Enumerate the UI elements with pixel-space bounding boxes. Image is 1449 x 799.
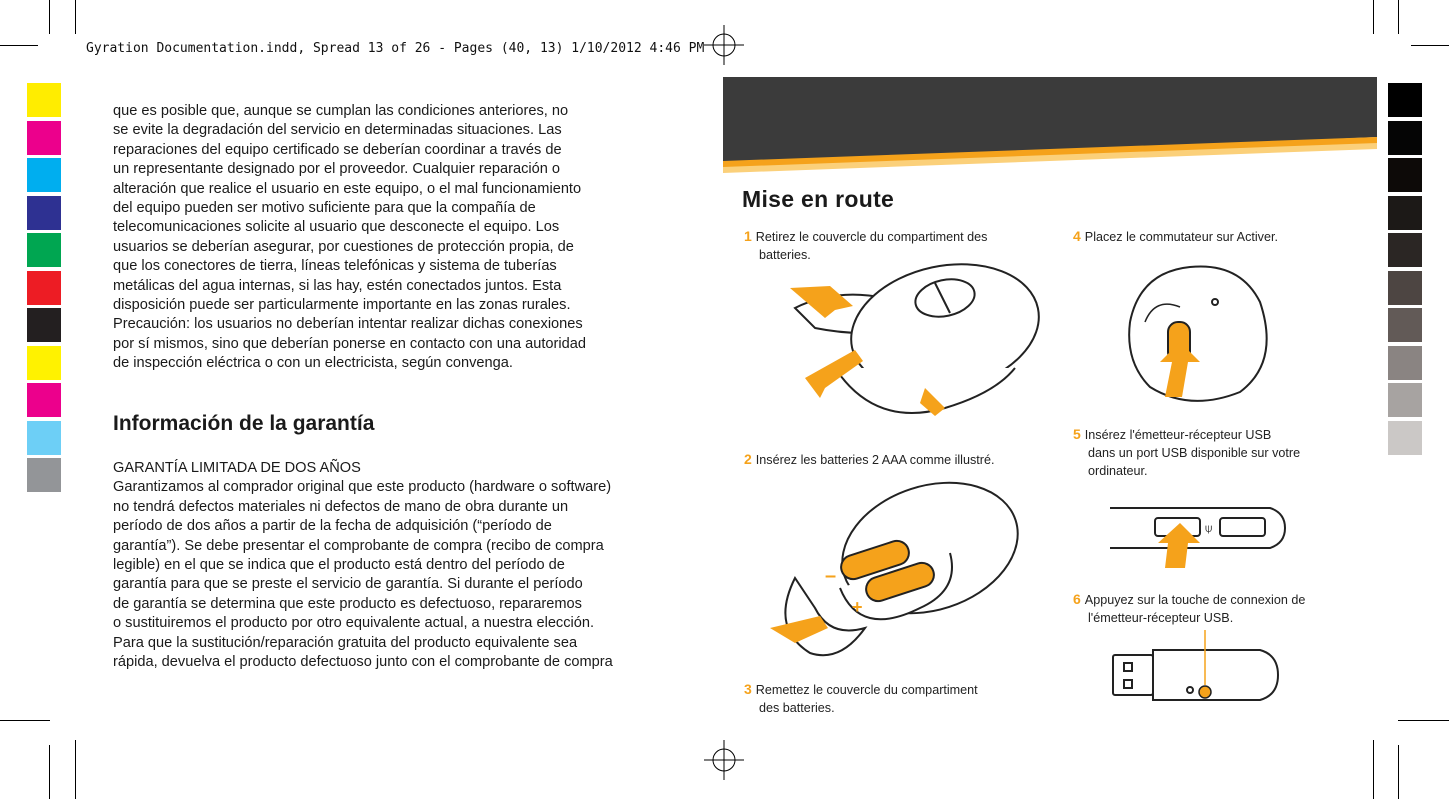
warranty-heading: Información de la garantía bbox=[113, 412, 375, 435]
warranty-text bbox=[113, 459, 703, 672]
warranty-line: garantía para que se preste el servicio de garantía. Si durante el período bbox=[113, 576, 583, 593]
paragraph-line: que es posible que, aunque se cumplan las condiciones anteriores, no bbox=[113, 103, 569, 119]
step-1: 1 Retirez le couvercle du compartiment des batteries. bbox=[744, 228, 988, 262]
step-4: 4 Placez le commutateur sur Activer. bbox=[1073, 228, 1278, 244]
gray-swatch bbox=[1388, 346, 1422, 380]
battery-minus-sign: – bbox=[825, 565, 837, 587]
warranty-line: no tendrá defectos materiales ni defectos de mano de obra durante un bbox=[113, 498, 569, 515]
paragraph-line: Precaución: los usuarios no deberían intentar realizar dichas conexiones bbox=[113, 316, 583, 333]
section-title: Mise en route bbox=[742, 186, 895, 212]
paragraph-line: reparaciones del equipo certificado se deberían coordinar a través de bbox=[113, 141, 562, 158]
usb-receiver-illustration bbox=[1110, 630, 1285, 705]
step-3: 3 Remettez le couvercle du compartiment des batteries. bbox=[744, 681, 978, 715]
color-swatch bbox=[27, 346, 61, 380]
color-swatch bbox=[27, 271, 61, 305]
warranty-line: período de dos años a partir de la fecha de adquisición (“período de bbox=[113, 518, 552, 535]
paragraph-line: del equipo pueden ser motivo suficiente para que la compañía de bbox=[113, 200, 536, 217]
power-switch-illustration bbox=[1120, 262, 1295, 402]
gray-swatch bbox=[1388, 158, 1422, 192]
paragraph-line: metálicas del agua internas, si las hay, estén conectados juntos. Esta bbox=[113, 277, 562, 294]
paragraph-line: se evite la degradación del servicio en determinadas situaciones. Las bbox=[113, 122, 562, 139]
warranty-line: legible) en el que se indica que el producto está dentro del período de bbox=[113, 557, 565, 574]
warranty-line: de garantía se determina que este producto es defectuoso, repararemos bbox=[113, 595, 582, 612]
paragraph-line: un representante designado por el proveedor. Cualquier reparación o bbox=[113, 161, 561, 178]
warranty-line: rápida, devuelva el producto defectuoso junto con el comprobante de compra bbox=[113, 654, 613, 671]
gray-swatch bbox=[1388, 383, 1422, 417]
battery-plus-sign: + bbox=[852, 597, 863, 617]
color-swatch bbox=[27, 196, 61, 230]
color-swatch bbox=[27, 421, 61, 455]
warranty-line: Para que la sustitución/reparación gratuita del producto equivalente sea bbox=[113, 634, 578, 651]
gray-swatch bbox=[1388, 196, 1422, 230]
header-band bbox=[723, 77, 1377, 177]
paragraph-line: por sí mismos, sino que deberían ponerse en contacto con una autoridad bbox=[113, 335, 586, 352]
paragraph-line: que los conectores de tierra, líneas telefónicas y sistema de tuberías bbox=[113, 258, 557, 275]
slug-line: Gyration Documentation.indd, Spread 13 of 26 - Pages (40, 13) 1/10/2012 4:46 PM bbox=[86, 41, 705, 56]
gray-swatch bbox=[1388, 121, 1422, 155]
color-swatch bbox=[27, 233, 61, 267]
color-swatch bbox=[27, 383, 61, 417]
warranty-subtitle: GARANTÍA LIMITADA DE DOS AÑOS bbox=[113, 460, 361, 476]
gray-swatch bbox=[1388, 308, 1422, 342]
color-swatch bbox=[27, 83, 61, 117]
color-swatch bbox=[27, 121, 61, 155]
paragraph-line: disposición puede ser particularmente importante en las zonas rurales. bbox=[113, 297, 571, 314]
color-swatch bbox=[27, 158, 61, 192]
gray-swatch bbox=[1388, 271, 1422, 305]
paragraph-line: alteración que realice el usuario en este equipo, o el mal funcionamiento bbox=[113, 180, 582, 197]
color-swatch bbox=[27, 458, 61, 492]
paragraph-line: usuarios se deberían asegurar, por cuestiones de protección propia, de bbox=[113, 238, 574, 255]
warranty-line: Garantizamos al comprador original que este producto (hardware o software) bbox=[113, 479, 612, 496]
color-swatch bbox=[27, 308, 61, 342]
step-6: 6 Appuyez sur la touche de connexion de l'émetteur-récepteur USB. bbox=[1073, 591, 1306, 625]
warranty-line: garantía”). Se debe presentar el comprobante de compra (recibo de compra bbox=[113, 537, 604, 554]
gray-swatch bbox=[1388, 421, 1422, 455]
usb-port-illustration bbox=[1100, 488, 1300, 568]
spanish-paragraph bbox=[113, 102, 693, 374]
warranty-line: o sustituiremos el producto por otro equivalente actual, a nuestra elección. bbox=[113, 615, 595, 632]
remove-cover-illustration bbox=[775, 258, 1045, 428]
paragraph-line: de inspección eléctrica o con un electricista, según convenga. bbox=[113, 355, 513, 372]
step-2: 2 Insérez les batteries 2 AAA comme illustré. bbox=[744, 451, 995, 467]
step-5: 5 Insérez l'émetteur-récepteur USB dans un port USB disponible sur votre ordinateur. bbox=[1073, 426, 1301, 478]
gray-swatch bbox=[1388, 233, 1422, 267]
insert-batteries-illustration bbox=[770, 478, 1040, 668]
usb-symbol: ⍦ bbox=[1205, 521, 1213, 535]
step-number: 1 bbox=[744, 228, 752, 244]
gray-swatch bbox=[1388, 83, 1422, 117]
paragraph-line: telecomunicaciones solicite al usuario que desconecte el equipo. Los bbox=[113, 219, 560, 236]
